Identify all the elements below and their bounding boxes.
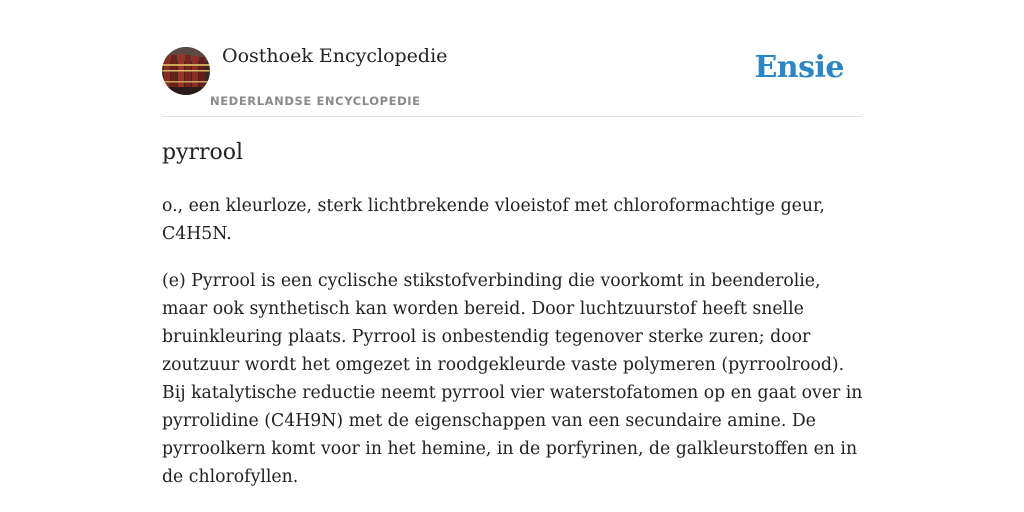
books-image: [162, 47, 210, 95]
site-header: [162, 0, 862, 117]
site-title[interactable]: Oosthoek Encyclopedie: [222, 45, 448, 67]
site-subtitle: NEDERLANDSE ENCYCLOPEDIE: [210, 94, 421, 108]
page-container: [162, 0, 863, 487]
entry-title: pyrrool: [162, 140, 244, 165]
encyclopedia-books-avatar[interactable]: [162, 47, 210, 95]
entry-definition-paragraph: o., een kleurloze, sterk lichtbrekende vloeistof met chloroformachtige geur, C4H5N.: [162, 196, 825, 244]
ensie-logo-link[interactable]: Ensie: [754, 50, 844, 85]
entry-description-paragraph: (e) Pyrrool is een cyclische stikstofverbinding die voorkomt in beenderolie, maar ook synthetisch kan worden bereid. Door luchtzuurstof heeft snelle bruinkleuring plaats. Pyrrool is onbestendig tegenover sterke zuren; door zoutzuur wordt het omgezet in roodgekleurde vaste polymeren (pyrroolrood). Bij katalytische reductie neemt pyrrool vier waterstofatomen op en gaat over in pyrrolidine (C4H9N) met de eigenschappen van een secundaire amine. De pyrroolkern komt voor in het hemine, in de porfyrinen, de galkleurstoffen en in de chlorofyllen.: [162, 271, 863, 487]
